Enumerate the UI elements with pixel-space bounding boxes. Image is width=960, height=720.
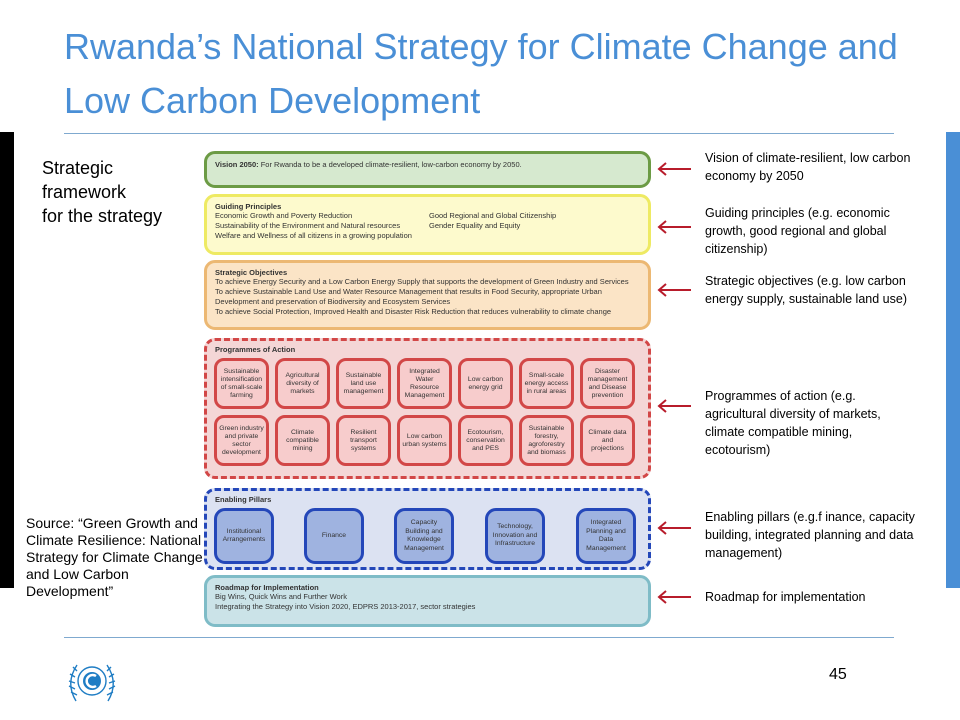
objective-item: To achieve Social Protection, Improved Health and Disaster Risk Reduction that reduces vulnerability to climate change <box>215 307 612 316</box>
programme-item: Climate data and projections <box>580 415 635 466</box>
roadmap-title: Roadmap for Implementation <box>215 583 319 592</box>
annotation-vision: Vision of climate-resilient, low carbon economy by 2050 <box>705 151 911 183</box>
pillar-item: Capacity Building and Knowledge Management <box>394 508 454 564</box>
programme-item: Sustainable forestry, agroforestry and biomass <box>519 415 574 466</box>
annotation-roadmap: Roadmap for implementation <box>705 590 866 604</box>
programme-item: Sustainable land use management <box>336 358 391 409</box>
roadmap-line: Integrating the Strategy into Vision 2020, EDPRS 2013-2017, sector strategies <box>215 602 476 611</box>
programme-item: Green industry and private sector development <box>214 415 269 466</box>
programme-item: Agricultural diversity of markets <box>275 358 330 409</box>
programmes-of-action-box <box>204 338 651 479</box>
pillar-item: Institutional Arrangements <box>214 508 274 564</box>
pillar-item: Technology, Innovation and Infrastructure <box>485 508 545 564</box>
programmes-grid <box>214 358 635 466</box>
pillar-item: Finance <box>304 508 364 564</box>
slide-title: Rwanda’s National Strategy for Climate Change and Low Carbon Development <box>64 26 898 121</box>
unfccc-logo-icon <box>62 657 122 707</box>
vision-box <box>204 151 651 188</box>
objective-item: To achieve Sustainable Land Use and Water Resource Management that results in Food Security, appropriate Urban Development and preservation of Biodiversity and Ecosystem Services <box>215 287 602 306</box>
annotation-objectives: Strategic objectives (e.g. low carbon energy supply, sustainable land use) <box>705 274 907 306</box>
guiding-principles-box <box>204 194 651 255</box>
title-divider <box>64 133 894 134</box>
programme-item: Climate compatible mining <box>275 415 330 466</box>
pillars-arrow <box>657 521 692 535</box>
principle-item: Good Regional and Global Citizenship <box>429 211 557 220</box>
principles-arrow <box>657 220 692 234</box>
principle-item: Welfare and Wellness of all citizens in a growing population <box>215 231 412 240</box>
vision-text: For Rwanda to be a developed climate-resilient, low-carbon economy by 2050. <box>258 160 522 169</box>
source-note: Source: “Green Growth and Climate Resilience: National Strategy for Climate Change and Low Carbon Development” <box>26 515 203 599</box>
programme-item: Resilient transport systems <box>336 415 391 466</box>
principle-item: Gender Equality and Equity <box>429 221 521 230</box>
roadmap-box <box>204 575 651 627</box>
vision-label: Vision 2050: <box>215 160 259 169</box>
framework-label <box>42 156 162 228</box>
strategic-objectives-box <box>204 260 651 330</box>
programmes-arrow <box>657 399 692 413</box>
pillars-row <box>207 508 648 568</box>
programme-item: Small-scale energy access in rural areas <box>519 358 574 409</box>
programme-item: Integrated Water Resource Management <box>397 358 452 409</box>
annotation-programmes: Programmes of action (e.g. agricultural diversity of markets, climate compatible mining, ecotourism) <box>705 389 881 457</box>
objective-item: To achieve Energy Security and a Low Carbon Energy Supply that supports the development of Green Industry and Services <box>215 277 629 286</box>
right-accent-bar <box>946 132 960 588</box>
strategic-objectives-title: Strategic Objectives <box>215 268 288 277</box>
programmes-title: Programmes of Action <box>215 345 296 354</box>
enabling-pillars-box <box>204 488 651 570</box>
programme-item: Disaster management and Disease prevention <box>580 358 635 409</box>
annotation-principles: Guiding principles (e.g. economic growth, good regional and global citizenship) <box>705 206 890 256</box>
roadmap-arrow <box>657 590 692 604</box>
framework-label-line: for the strategy <box>42 206 163 226</box>
programme-item: Ecotourism, conservation and PES <box>458 415 513 466</box>
programme-item: Low carbon energy grid <box>458 358 513 409</box>
bottom-divider <box>64 637 894 638</box>
framework-label-line: Strategic <box>42 158 114 178</box>
annotation-pillars: Enabling pillars (e.g.f inance, capacity building, integrated planning and data management) <box>705 510 915 560</box>
framework-label-line: framework <box>42 182 127 202</box>
principle-item: Sustainability of the Environment and Natural resources <box>215 221 401 230</box>
programme-item: Sustainable intensification of small-scale farming <box>214 358 269 409</box>
objectives-arrow <box>657 283 692 297</box>
guiding-principles-title: Guiding Principles <box>215 202 282 211</box>
vision-arrow <box>657 162 692 176</box>
principle-item: Economic Growth and Poverty Reduction <box>215 211 353 220</box>
pillars-title: Enabling Pillars <box>215 495 272 504</box>
programme-item: Low carbon urban systems <box>397 415 452 466</box>
roadmap-line: Big Wins, Quick Wins and Further Work <box>215 592 347 601</box>
pillar-item: Integrated Planning and Data Management <box>576 508 636 564</box>
page-number: 45 <box>829 666 847 683</box>
left-accent-bar <box>0 132 14 588</box>
